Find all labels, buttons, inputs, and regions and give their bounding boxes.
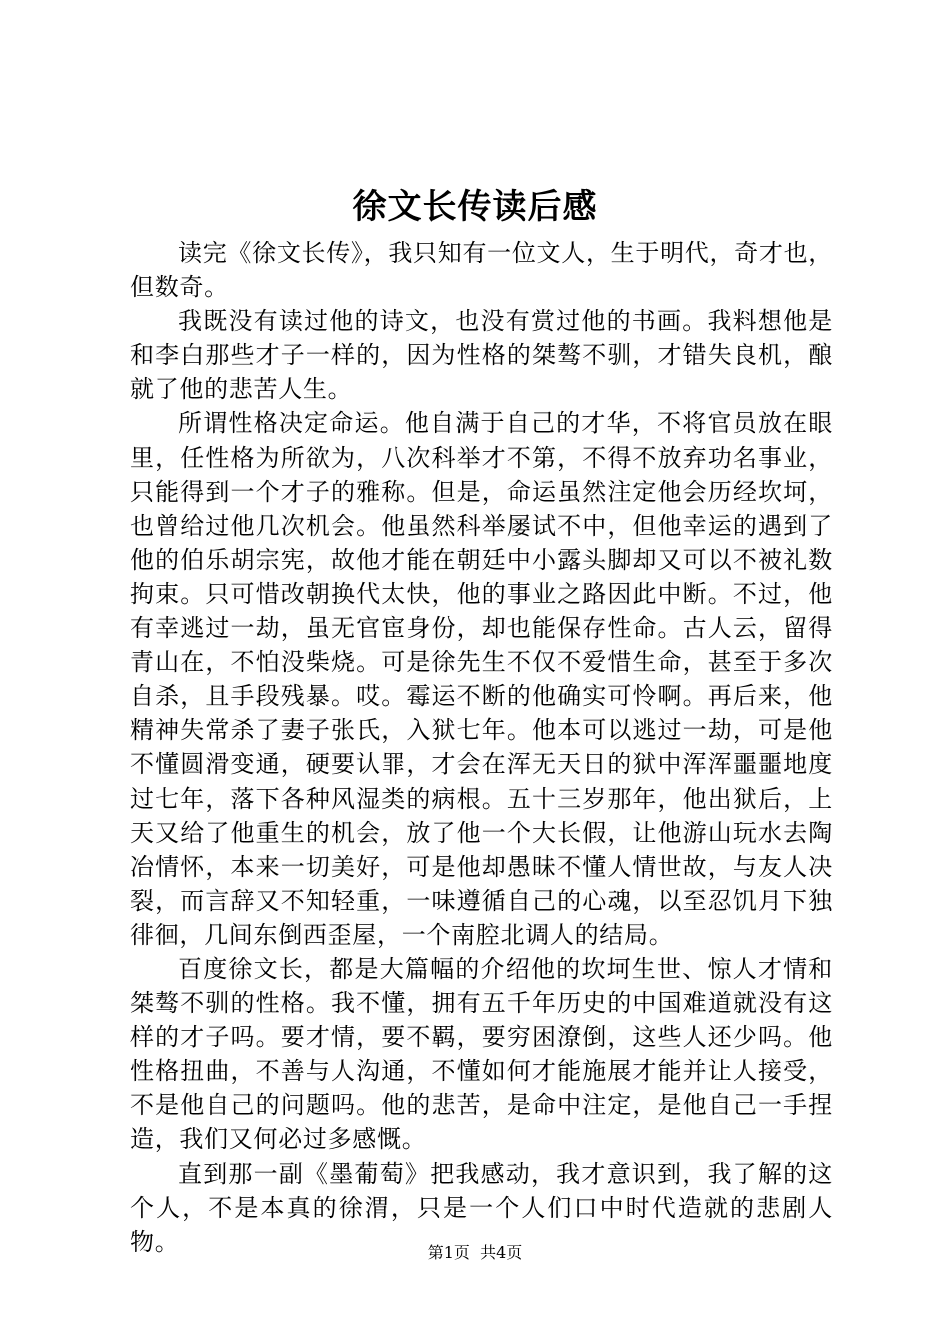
paragraph-2: 我既没有读过他的诗文，也没有赏过他的书画。我料想他是和李白那些才子一样的，因为性格的桀骜不驯，才错失良机，酿就了他的悲苦人生。 — [130, 307, 833, 404]
paragraph-5: 直到那一副《墨葡萄》把我感动，我才意识到，我了解的这个人，不是本真的徐渭，只是一个人们口中时代造就的悲剧人物。 — [130, 1159, 833, 1256]
document-title: 徐文长传读后感 — [352, 187, 598, 227]
paragraph-4: 百度徐文长，都是大篇幅的介绍他的坎坷生世、惊人才情和桀骜不驯的性格。我不懂，拥有五千年历史的中国难道就没有这样的才子吗。要才情，要不羁，要穷困潦倒，这些人还少吗。他性格扭曲，不善与人沟通，不懂如何才能施展才能并让人接受，不是他自己的问题吗。他的悲苦，是命中注定，是他自己一手捏造，我们又何必过多感慨。 — [130, 954, 833, 1154]
paragraph-1: 读完《徐文长传》，我只知有一位文人，生于明代，奇才也，但数奇。 — [130, 239, 833, 302]
document-body — [130, 236, 833, 1259]
paragraph-3: 所谓性格决定命运。他自满于自己的才华，不将官员放在眼里，任性格为所欲为，八次科举才不第，不得不放弃功名事业，只能得到一个才子的雅称。但是，命运虽然注定他会历经坎坷，也曾给过他几次机会。他虽然科举屡试不中，但他幸运的遇到了他的伯乐胡宗宪，故他才能在朝廷中小露头脚却又可以不被礼数拘束。只可惜改朝换代太快，他的事业之路因此中断。不过，他有幸逃过一劫，虽无官宦身份，却也能保存性命。古人云，留得青山在，不怕没柴烧。可是徐先生不仅不爱惜生命，甚至于多次自杀，且手段残暴。哎。霉运不断的他确实可怜啊。再后来，他精神失常杀了妻子张氏，入狱七年。他本可以逃过一劫，可是他不懂圆滑变通，硬要认罪，才会在浑无天日的狱中浑浑噩噩地度过七年，落下各种风湿类的病根。五十三岁那年，他出狱后，上天又给了他重生的机会，放了他一个大长假，让他游山玩水去陶冶情怀，本来一切美好，可是他却愚昧不懂人情世故，与友人决裂，而言辞又不知轻重，一味遵循自己的心魂，以至忍饥月下独徘徊，几间东倒西歪屋，一个南腔北调人的结局。 — [130, 409, 833, 949]
page-number-footer: 第1页 共4页 — [427, 1243, 523, 1262]
